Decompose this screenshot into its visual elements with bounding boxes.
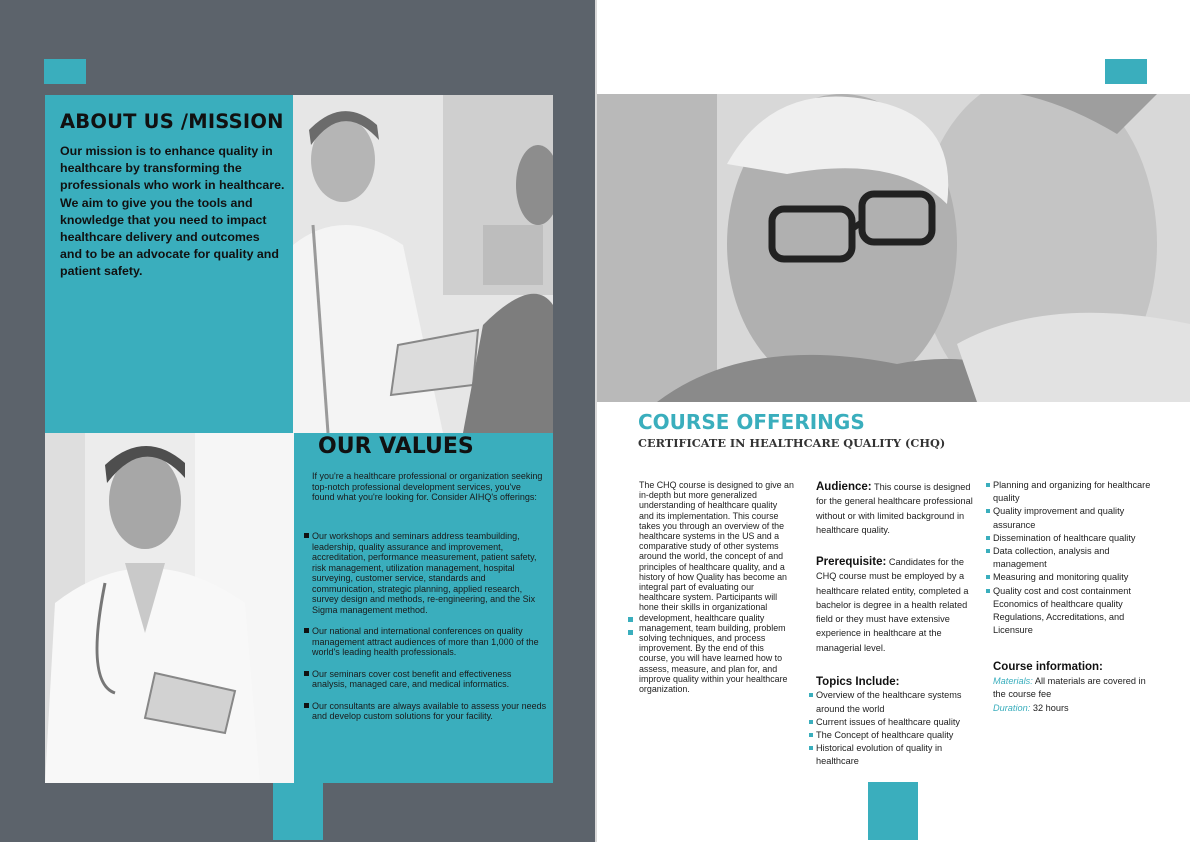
- prerequisite-text: Candidates for the CHQ course must be employed by a healthcare related entity, completed a bachelor is degree in a health related field or they must have extensive experience in healthcare at the managerial level.: [816, 557, 969, 653]
- values-title: OUR VALUES: [318, 434, 474, 459]
- square-bullet-icon: [304, 671, 309, 676]
- square-bullet-icon: [809, 720, 813, 724]
- course-info-label: Course information:: [993, 661, 1103, 673]
- course-subtitle: CERTIFICATE IN HEALTHCARE QUALITY (CHQ): [638, 436, 946, 450]
- audience-text: This course is designed for the general healthcare professional without or with limited background in healthcare quality.: [816, 482, 973, 535]
- topic-item: [993, 505, 1153, 531]
- topics-label: Topics Include:: [816, 676, 900, 688]
- audience-block: [816, 480, 976, 537]
- values-item: [304, 669, 547, 690]
- materials-line: [993, 675, 1153, 702]
- square-bullet-icon: [809, 693, 813, 697]
- square-bullet-icon: [628, 617, 633, 622]
- patient-nurse-photo: [597, 94, 1190, 402]
- topic-text: Dissemination of healthcare quality: [993, 532, 1136, 543]
- topic-text: Quality cost and cost containment Economics of healthcare quality Regulations, Accreditations, and Licensure: [993, 585, 1131, 636]
- topic-item: [993, 532, 1153, 545]
- values-list: [304, 531, 547, 733]
- values-item-text: Our workshops and seminars address teambuilding, leadership, quality assurance and improvement, accreditation, performance measurement, patient safety, risk management, utilization management, hospital surveying, customer service, standards and communication, strategic planning, applied research, survey design and methods, re-engineering, and the Six Sigma management method.: [312, 531, 537, 615]
- values-item-text: Our national and international conferences on quality management attract audiences of more than 1,000 of the world's leading health professionals.: [312, 626, 539, 657]
- topics-continued: [993, 479, 1153, 637]
- duration-text: 32 hours: [1032, 702, 1069, 713]
- topic-text: The Concept of healthcare quality: [816, 729, 954, 740]
- duration-label: Duration:: [993, 702, 1031, 713]
- duration-line: [993, 702, 1153, 715]
- course-description: The CHQ course is designed to give an in-depth but more generalized understanding of healthcare quality and its implementation. This course takes you through an overview of the healthcare systems in the US and a comparative study of other systems around the world, the concept of and principles of healthcare quality, and a history of how Quality has become an integral part of evaluating our healthcare system. Participants will hone their skills in organizational development, healthcare quality management, team building, problem solving techniques, and process improvement. By the end of this course, you will have learned how to assess, measure, and plan for, and improve quality within your healthcare organization.: [639, 480, 794, 695]
- square-bullet-icon: [304, 628, 309, 633]
- description-bullets: [628, 617, 633, 643]
- square-bullet-icon: [986, 509, 990, 513]
- decorative-block-bottom-right: [868, 782, 918, 840]
- prerequisite-label: Prerequisite:: [816, 556, 887, 568]
- topic-item: [816, 729, 976, 742]
- decorative-block-top-right: [1105, 59, 1147, 84]
- doctor-clipboard-photo: [45, 433, 294, 783]
- square-bullet-icon: [809, 746, 813, 750]
- about-text: Our mission is to enhance quality in healthcare by transforming the professionals who work in healthcare. We aim to give you the tools and knowledge that you need to impact healthcare delivery and outcomes and to be an advocate for quality and patient safety.: [60, 144, 285, 279]
- square-bullet-icon: [809, 733, 813, 737]
- square-bullet-icon: [986, 483, 990, 487]
- topic-text: Historical evolution of quality in healthcare: [816, 743, 943, 767]
- audience-label: Audience:: [816, 481, 872, 493]
- topics-list: [816, 689, 976, 768]
- square-bullet-icon: [986, 575, 990, 579]
- topic-item: [993, 545, 1153, 571]
- topic-item: [993, 479, 1153, 505]
- square-bullet-icon: [304, 703, 309, 708]
- square-bullet-icon: [986, 549, 990, 553]
- topic-item: [816, 716, 976, 729]
- topic-text: Measuring and monitoring quality: [993, 572, 1129, 583]
- values-item: [304, 701, 547, 722]
- values-item: [304, 626, 547, 658]
- square-bullet-icon: [628, 630, 633, 635]
- topic-text: Quality improvement and quality assurance: [993, 506, 1125, 530]
- topics-block: [816, 675, 976, 769]
- materials-label: Materials:: [993, 676, 1033, 686]
- course-info-block: [993, 661, 1153, 715]
- materials-text: All materials are covered in the course fee: [993, 676, 1146, 700]
- course-title: COURSE OFFERINGS: [638, 410, 865, 434]
- topic-text: Current issues of healthcare quality: [816, 716, 961, 727]
- topic-item: [993, 571, 1153, 584]
- topic-text: Planning and organizing for healthcare quality: [993, 480, 1151, 504]
- about-title: ABOUT US /MISSION: [60, 110, 284, 133]
- values-item-text: Our seminars cover cost benefit and effectiveness analysis, managed care, and medical informatics.: [312, 668, 512, 689]
- values-item-text: Our consultants are always available to assess your needs and develop custom solutions for your facility.: [312, 700, 547, 721]
- doctor-tablet-photo: [293, 95, 553, 433]
- square-bullet-icon: [986, 536, 990, 540]
- prerequisite-block: [816, 555, 976, 655]
- square-bullet-icon: [986, 589, 990, 593]
- topics-list-continued: [993, 479, 1153, 637]
- decorative-block-bottom-left: [273, 782, 323, 840]
- topic-item: [816, 689, 976, 715]
- topic-text: Overview of the healthcare systems around the world: [816, 690, 962, 714]
- values-intro: If you're a healthcare professional or organization seeking top-notch professional development services, you've found what you're looking for. Consider AIHQ's offerings:: [312, 471, 543, 502]
- square-bullet-icon: [304, 533, 309, 538]
- topic-item: [993, 585, 1153, 638]
- decorative-block-top-left: [44, 59, 86, 84]
- topic-item: [816, 742, 976, 768]
- topic-text: Data collection, analysis and management: [993, 546, 1110, 570]
- values-item: [304, 531, 547, 615]
